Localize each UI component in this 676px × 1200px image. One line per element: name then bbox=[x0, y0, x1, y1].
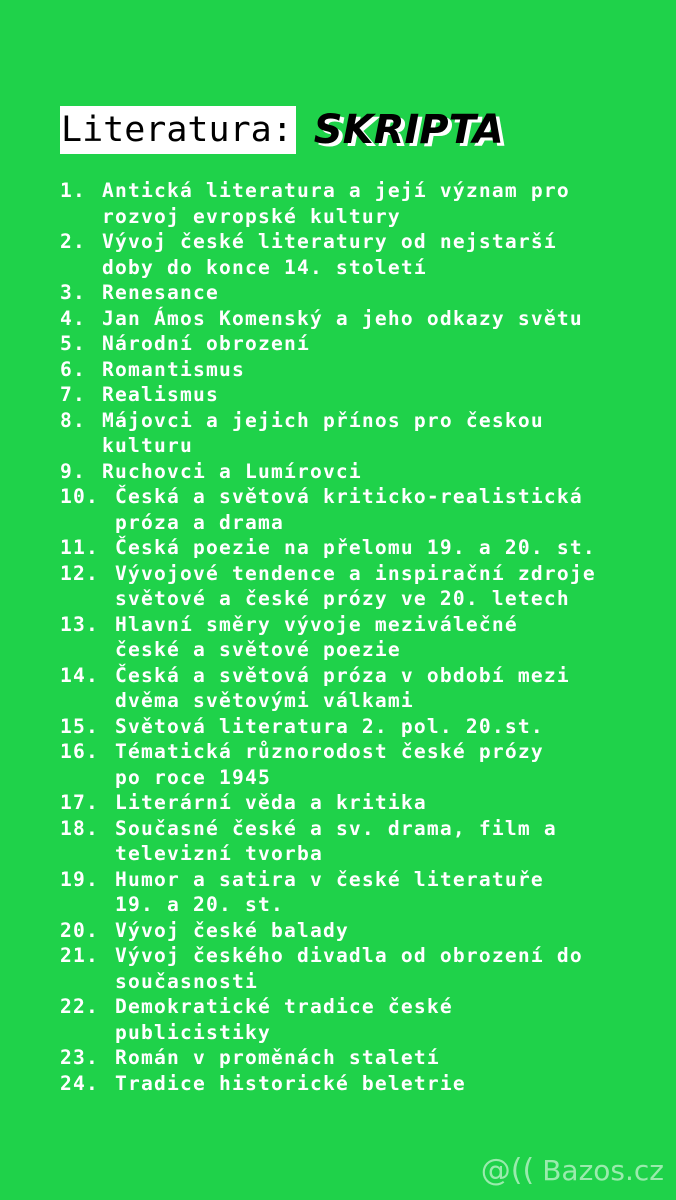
topic-text: 19. a 20. st. bbox=[115, 893, 284, 916]
topic-text: Národní obrození bbox=[102, 332, 310, 355]
topic-number bbox=[60, 510, 115, 536]
topic-number: 18. bbox=[60, 816, 99, 840]
topic-number bbox=[60, 688, 115, 714]
topic-number: 4. bbox=[60, 306, 86, 330]
topic-number: 24. bbox=[60, 1071, 99, 1095]
topic-text: Renesance bbox=[102, 281, 219, 304]
topic-text: světové a české prózy ve 20. letech bbox=[115, 587, 570, 610]
list-item bbox=[60, 867, 656, 893]
title-label: Literatura: bbox=[60, 106, 296, 154]
topic-text: televizní tvorba bbox=[115, 842, 323, 865]
topic-text: Česká poezie na přelomu 19. a 20. st. bbox=[115, 536, 596, 559]
list-item bbox=[60, 484, 656, 510]
topic-text: české a světové poezie bbox=[115, 638, 401, 661]
list-item bbox=[60, 357, 656, 383]
list-item bbox=[60, 943, 656, 969]
topic-number: 15. bbox=[60, 714, 99, 738]
topic-text: Česká a světová kriticko-realistická bbox=[115, 485, 583, 508]
watermark-text: Bazos.cz bbox=[542, 1154, 664, 1187]
topic-text: Hlavní směry vývoje meziválečné bbox=[115, 612, 518, 636]
list-item bbox=[60, 1045, 656, 1071]
topic-text: publicistiky bbox=[115, 1020, 271, 1044]
topic-number: 14. bbox=[60, 663, 99, 687]
list-item bbox=[60, 535, 656, 561]
topic-text: Vývoj českého divadla od obrození do bbox=[115, 944, 583, 967]
list-item bbox=[60, 1071, 656, 1097]
list-item bbox=[60, 178, 656, 204]
list-item bbox=[60, 510, 656, 536]
list-item bbox=[60, 688, 656, 714]
topic-number: 22. bbox=[60, 995, 99, 1018]
list-item bbox=[60, 714, 656, 740]
list-item bbox=[60, 561, 656, 587]
topic-text: Humor a satira v české literatuře bbox=[115, 867, 544, 891]
topic-text: Česká a světová próza v období mezi bbox=[115, 663, 570, 687]
topic-text: Vývoj české balady bbox=[115, 918, 349, 942]
topic-text: současnosti bbox=[115, 969, 258, 993]
topic-list bbox=[60, 178, 656, 1096]
list-item bbox=[60, 637, 656, 663]
list-item bbox=[60, 204, 656, 230]
page-title bbox=[60, 105, 504, 155]
list-item bbox=[60, 331, 656, 357]
topic-text: Demokratické tradice české bbox=[115, 995, 453, 1018]
title-accent: SKRIPTA bbox=[313, 107, 504, 153]
topic-number: 13. bbox=[60, 612, 99, 636]
topic-number: 20. bbox=[60, 918, 99, 942]
topic-number: 6. bbox=[60, 357, 86, 381]
topic-text: Romantismus bbox=[102, 357, 245, 381]
topic-text: po roce 1945 bbox=[115, 765, 271, 789]
topic-number: 3. bbox=[60, 281, 86, 304]
list-item bbox=[60, 790, 656, 816]
topic-number: 23. bbox=[60, 1046, 99, 1069]
list-item bbox=[60, 229, 656, 255]
topic-number bbox=[60, 255, 102, 281]
bazos-logo-icon: @(( bbox=[480, 1153, 535, 1188]
topic-text: Tradice historické beletrie bbox=[115, 1071, 466, 1095]
topic-number: 2. bbox=[60, 230, 86, 253]
list-item bbox=[60, 765, 656, 791]
topic-number bbox=[60, 433, 102, 459]
topic-number bbox=[60, 586, 115, 612]
topic-text: rozvoj evropské kultury bbox=[102, 204, 401, 228]
topic-number: 7. bbox=[60, 383, 86, 406]
topic-number: 16. bbox=[60, 740, 99, 763]
topic-text: kulturu bbox=[102, 434, 193, 457]
topic-number bbox=[60, 969, 115, 995]
list-item bbox=[60, 612, 656, 638]
topic-text: Román v proměnách staletí bbox=[115, 1046, 440, 1069]
topic-text: dvěma světovými válkami bbox=[115, 689, 414, 712]
list-item bbox=[60, 892, 656, 918]
list-item bbox=[60, 918, 656, 944]
list-item bbox=[60, 841, 656, 867]
list-item bbox=[60, 739, 656, 765]
topic-text: Vývojové tendence a inspirační zdroje bbox=[115, 561, 596, 585]
topic-text: Vývoj české literatury od nejstarší bbox=[102, 230, 557, 253]
topic-text: Májovci a jejich přínos pro českou bbox=[102, 408, 544, 432]
topic-number bbox=[60, 637, 115, 663]
list-item bbox=[60, 433, 656, 459]
list-item bbox=[60, 382, 656, 408]
topic-number: 1. bbox=[60, 179, 86, 202]
topic-number: 12. bbox=[60, 561, 99, 585]
list-item bbox=[60, 969, 656, 995]
topic-text: doby do konce 14. století bbox=[102, 255, 427, 279]
topic-number bbox=[60, 765, 115, 791]
list-item bbox=[60, 586, 656, 612]
list-item bbox=[60, 663, 656, 689]
topic-number: 17. bbox=[60, 791, 99, 814]
topic-number: 21. bbox=[60, 944, 99, 967]
topic-text: Tématická různorodost české prózy bbox=[115, 740, 544, 763]
list-item bbox=[60, 280, 656, 306]
topic-number: 11. bbox=[60, 536, 99, 559]
topic-text: Jan Ámos Komenský a jeho odkazy světu bbox=[102, 306, 583, 330]
topic-text: Světová literatura 2. pol. 20.st. bbox=[115, 714, 544, 738]
list-item bbox=[60, 459, 656, 485]
list-item bbox=[60, 816, 656, 842]
topic-number: 19. bbox=[60, 867, 99, 891]
list-item bbox=[60, 408, 656, 434]
topic-number: 9. bbox=[60, 459, 86, 483]
topic-text: próza a drama bbox=[115, 510, 284, 534]
list-item bbox=[60, 255, 656, 281]
list-item bbox=[60, 1020, 656, 1046]
topic-number: 10. bbox=[60, 485, 99, 508]
topic-text: Realismus bbox=[102, 383, 219, 406]
list-item bbox=[60, 306, 656, 332]
topic-number bbox=[60, 892, 115, 918]
topic-text: Ruchovci a Lumírovci bbox=[102, 459, 362, 483]
watermark bbox=[481, 1153, 664, 1188]
topic-number: 5. bbox=[60, 332, 86, 355]
topic-text: Literární věda a kritika bbox=[115, 791, 427, 814]
topic-text: Současné české a sv. drama, film a bbox=[115, 816, 557, 840]
topic-number: 8. bbox=[60, 408, 86, 432]
topic-number bbox=[60, 841, 115, 867]
topic-number bbox=[60, 1020, 115, 1046]
list-item bbox=[60, 994, 656, 1020]
topic-number bbox=[60, 204, 102, 230]
topic-text: Antická literatura a její význam pro bbox=[102, 179, 570, 202]
